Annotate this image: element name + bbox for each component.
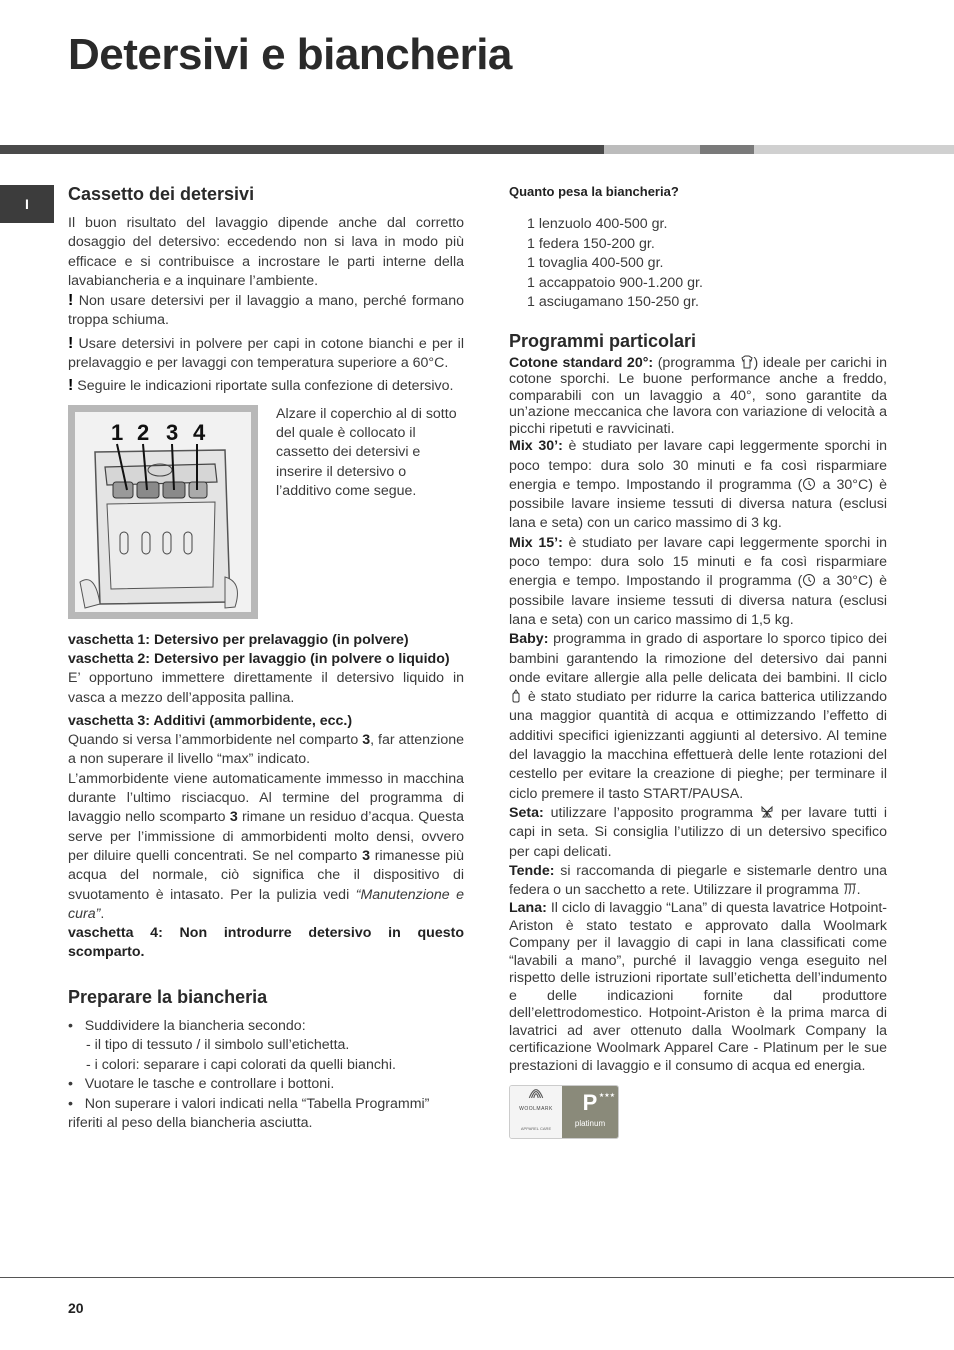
clock-icon bbox=[802, 573, 816, 587]
list-item: - il tipo di tessuto / il simbolo sull’etichetta. bbox=[86, 1037, 350, 1054]
vaschetta-1: vaschetta 1: Detersivo per prelavaggio (in polvere) bbox=[68, 631, 409, 648]
cassetto-heading: Cassetto dei detersivi bbox=[68, 184, 255, 204]
detergent-drawer-illustration bbox=[75, 412, 251, 612]
list-item: 1 lenzuolo 400-500 gr. bbox=[527, 216, 668, 233]
exclamation-icon: ! bbox=[68, 292, 74, 310]
header-bar-light bbox=[604, 145, 700, 154]
mix15-paragraph: Mix 15’: è studiato per lavare capi leggermente sporchi in poco tempo: dura solo 15 minuti e fa così risparmiare energia e tempo. Impostando il programma ( a 30°C) è possibile lavare insieme tessuti di diversa natura (esclusi lana e seta) con un carico massimo di 1,5 kg. bbox=[509, 534, 888, 628]
platinum-letter: P bbox=[582, 1089, 598, 1115]
vaschetta-2: vaschetta 2: Detersivo per lavaggio (in polvere o liquido) bbox=[68, 650, 450, 667]
header-bar-dark bbox=[0, 145, 604, 154]
list-item: riferiti al peso della biancheria asciutta. bbox=[68, 1115, 313, 1132]
list-item: 1 accappatoio 900-1.200 gr. bbox=[527, 274, 703, 291]
cassetto-intro: Il buon risultato del lavaggio dipende anche dal corretto dosaggio del detersivo: eccedendo non si lava in modo più efficace e si contribuisce a incrostare le parti interne della lavabiancheria e a inquinare l’ambiente. bbox=[68, 215, 464, 289]
left-column bbox=[68, 182, 464, 1134]
list-item: - i colori: separare i capi colorati da quelli bianchi. bbox=[86, 1056, 396, 1073]
list-item: • Vuotare le tasche e controllare i bottoni. bbox=[68, 1076, 335, 1093]
woolmark-platinum-badge bbox=[509, 1085, 619, 1139]
list-item: 1 federa 150-200 gr. bbox=[527, 235, 655, 252]
vaschetta-3-text-2: L’ammorbidente viene automaticamente immesso in macchina durante l’ultimo risciacquo. Al termine del programma di lavaggio nello scomparto 3 rimane un residuo d’acqua. Questa serve per l’immissione di ammorbidenti molto densi, ovvero per diluire quelli concentrati. Se nel comparto 3 rimanesse più acqua del normale, ciò significa che il dispositivo di svuotamento è intasato. Per la pulizia vedi “Manutenzione e cura”. bbox=[68, 770, 465, 922]
drawer-label-1: 1 bbox=[111, 419, 124, 445]
exclamation-icon: ! bbox=[68, 334, 74, 352]
platinum-text: platinum bbox=[574, 1118, 606, 1128]
exclamation-icon: ! bbox=[68, 377, 74, 395]
right-column bbox=[509, 182, 887, 1139]
preparare-list bbox=[68, 1017, 464, 1134]
preparare-heading: Preparare la biancheria bbox=[68, 986, 268, 1007]
tende-paragraph: Tende: si raccomanda di piegarle e sistemarle dentro una federa o un sacchetto a rete. Utilizzare il programma . bbox=[509, 862, 887, 899]
woolmark-text: WOOLMARK bbox=[519, 1105, 553, 1112]
list-item: 1 tovaglia 400-500 gr. bbox=[527, 255, 664, 272]
cotton-shirt-icon bbox=[740, 355, 754, 369]
seta-paragraph: Seta: utilizzare l’apposito programma per lavare tutti i capi in seta. Si consiglia l’utilizzo di un detersivo specifico per capi delicati. bbox=[509, 804, 887, 860]
vaschetta-3: vaschetta 3: Additivi (ammorbidente, ecc.) bbox=[68, 712, 353, 729]
list-item: • Non superare i valori indicati nella “Tabella Programmi” bbox=[68, 1095, 430, 1112]
list-item: • Suddividere la biancheria secondo: bbox=[68, 1017, 306, 1034]
page-number: 20 bbox=[68, 1300, 84, 1316]
baby-bottle-icon bbox=[509, 689, 523, 703]
curtain-icon bbox=[843, 882, 857, 896]
warning-3 bbox=[68, 376, 464, 396]
lana-paragraph: Lana: Il ciclo di lavaggio “Lana” di questa lavatrice Hotpoint-Ariston è stato testato e approvato dalla Woolmark Company per il lavaggio di capi in lana classificati come “lavabili a mano”, purché il lavaggio venga eseguito nel rispetto delle istruzioni riportate sull’etichetta dell’indumento e delle indicazioni fornite dal produttore dell’elettrodomestico. Hotpoint-Ariston è la prima marca di lavatrici ad aver ottenuto dalla Woolmark Company la certificazione Woolmark Apparel Care - Platinum per le sue prestazioni di lavaggio e il consumo di acqua ed energia. bbox=[509, 900, 887, 1074]
clock-icon bbox=[802, 477, 816, 491]
warning-1-text: Non usare detersivi per il lavaggio a mano, perché formano troppa schiuma. bbox=[68, 293, 464, 329]
vaschetta-2-text: E’ opportuno immettere direttamente il detersivo liquido in vasca a mezzo dell’apposita pallina. bbox=[68, 670, 464, 706]
drawer-label-3: 3 bbox=[166, 419, 179, 445]
woolmark-subtext: APPAREL CARE bbox=[520, 1126, 552, 1132]
drawer-label-4: 4 bbox=[193, 419, 206, 445]
programmi-heading: Programmi particolari bbox=[509, 330, 697, 351]
weights-list bbox=[509, 215, 887, 313]
drawer-label-2: 2 bbox=[137, 419, 150, 445]
woolmark-icon bbox=[525, 1086, 547, 1099]
drawer-figure bbox=[68, 405, 258, 619]
warning-1 bbox=[68, 291, 464, 331]
header-bar-mid bbox=[700, 145, 754, 154]
manutenzione-link: “Manutenzione e cura” bbox=[68, 886, 465, 922]
platinum-logo bbox=[562, 1086, 618, 1138]
quanto-heading: Quanto pesa la biancheria? bbox=[509, 184, 679, 199]
vaschetta-4: vaschetta 4: Non introdurre detersivo in questo scomparto. bbox=[68, 925, 464, 961]
header-bar-light-2 bbox=[754, 145, 954, 154]
baby-paragraph: Baby: programma in grado di asportare lo sporco tipico dei bambini garantendo la rimozione del detersivo dai panni onde evitare allergie alla pelle delicata dei bambini. Il ciclo è stato studiato per ridurre la carica batterica utilizzando una maggior quantità di acqua e ottimizzando l’effetto di additivi specifici igienizzanti aggiunti al detersivo. Al temine del lavaggio la macchina effettuerà delle lente rotazioni del cestello per evitare la creazione di pieghe; per terminare il ciclo premere il tasto START/PAUSA. bbox=[509, 631, 887, 802]
vaschetta-3-text-1: Quando si versa l’ammorbidente nel comparto 3, far attenzione a non superare il livello “max” indicato. bbox=[68, 732, 464, 768]
language-tab: I bbox=[0, 185, 54, 223]
mix30-paragraph: Mix 30’: è studiato per lavare capi leggermente sporchi in poco tempo: dura solo 30 minuti e fa così risparmiare energia e tempo. Impostando il programma ( a 30°C) è possibile lavare insieme tessuti di diversa natura (esclusi lana e seta) con un carico massimo di 3 kg. bbox=[509, 438, 888, 532]
platinum-stars: ★★★ bbox=[598, 1093, 615, 1100]
list-item: 1 asciugamano 150-250 gr. bbox=[527, 294, 699, 311]
silk-butterfly-icon bbox=[760, 805, 774, 819]
drawer-figure-block bbox=[68, 405, 464, 619]
woolmark-logo bbox=[510, 1086, 562, 1138]
figure-caption: Alzare il coperchio al di sotto del quale è collocato il cassetto dei detersivi e inserire il detersivo o l’additivo come segue. bbox=[276, 405, 457, 499]
cotone-paragraph: Cotone standard 20°: (programma ) ideale per carichi in cotone sporchi. Le buone performance anche a freddo, comparabili con un lavaggio a 40°, sono garantite da un’azione meccanica che lavora con variazione di velocità a picchi ripetuti e ravvicinati. bbox=[509, 354, 887, 437]
warning-3-text: Seguire le indicazioni riportate sulla confezione di detersivo. bbox=[77, 378, 454, 395]
warning-2-text: Usare detersivi in polvere per capi in cotone bianchi e per il prelavaggio e per lavaggi con temperatura superiore a 60°C. bbox=[68, 335, 464, 372]
page-title: Detersivi e biancheria bbox=[68, 30, 512, 79]
footer-divider bbox=[0, 1277, 954, 1278]
warning-2 bbox=[68, 334, 464, 374]
